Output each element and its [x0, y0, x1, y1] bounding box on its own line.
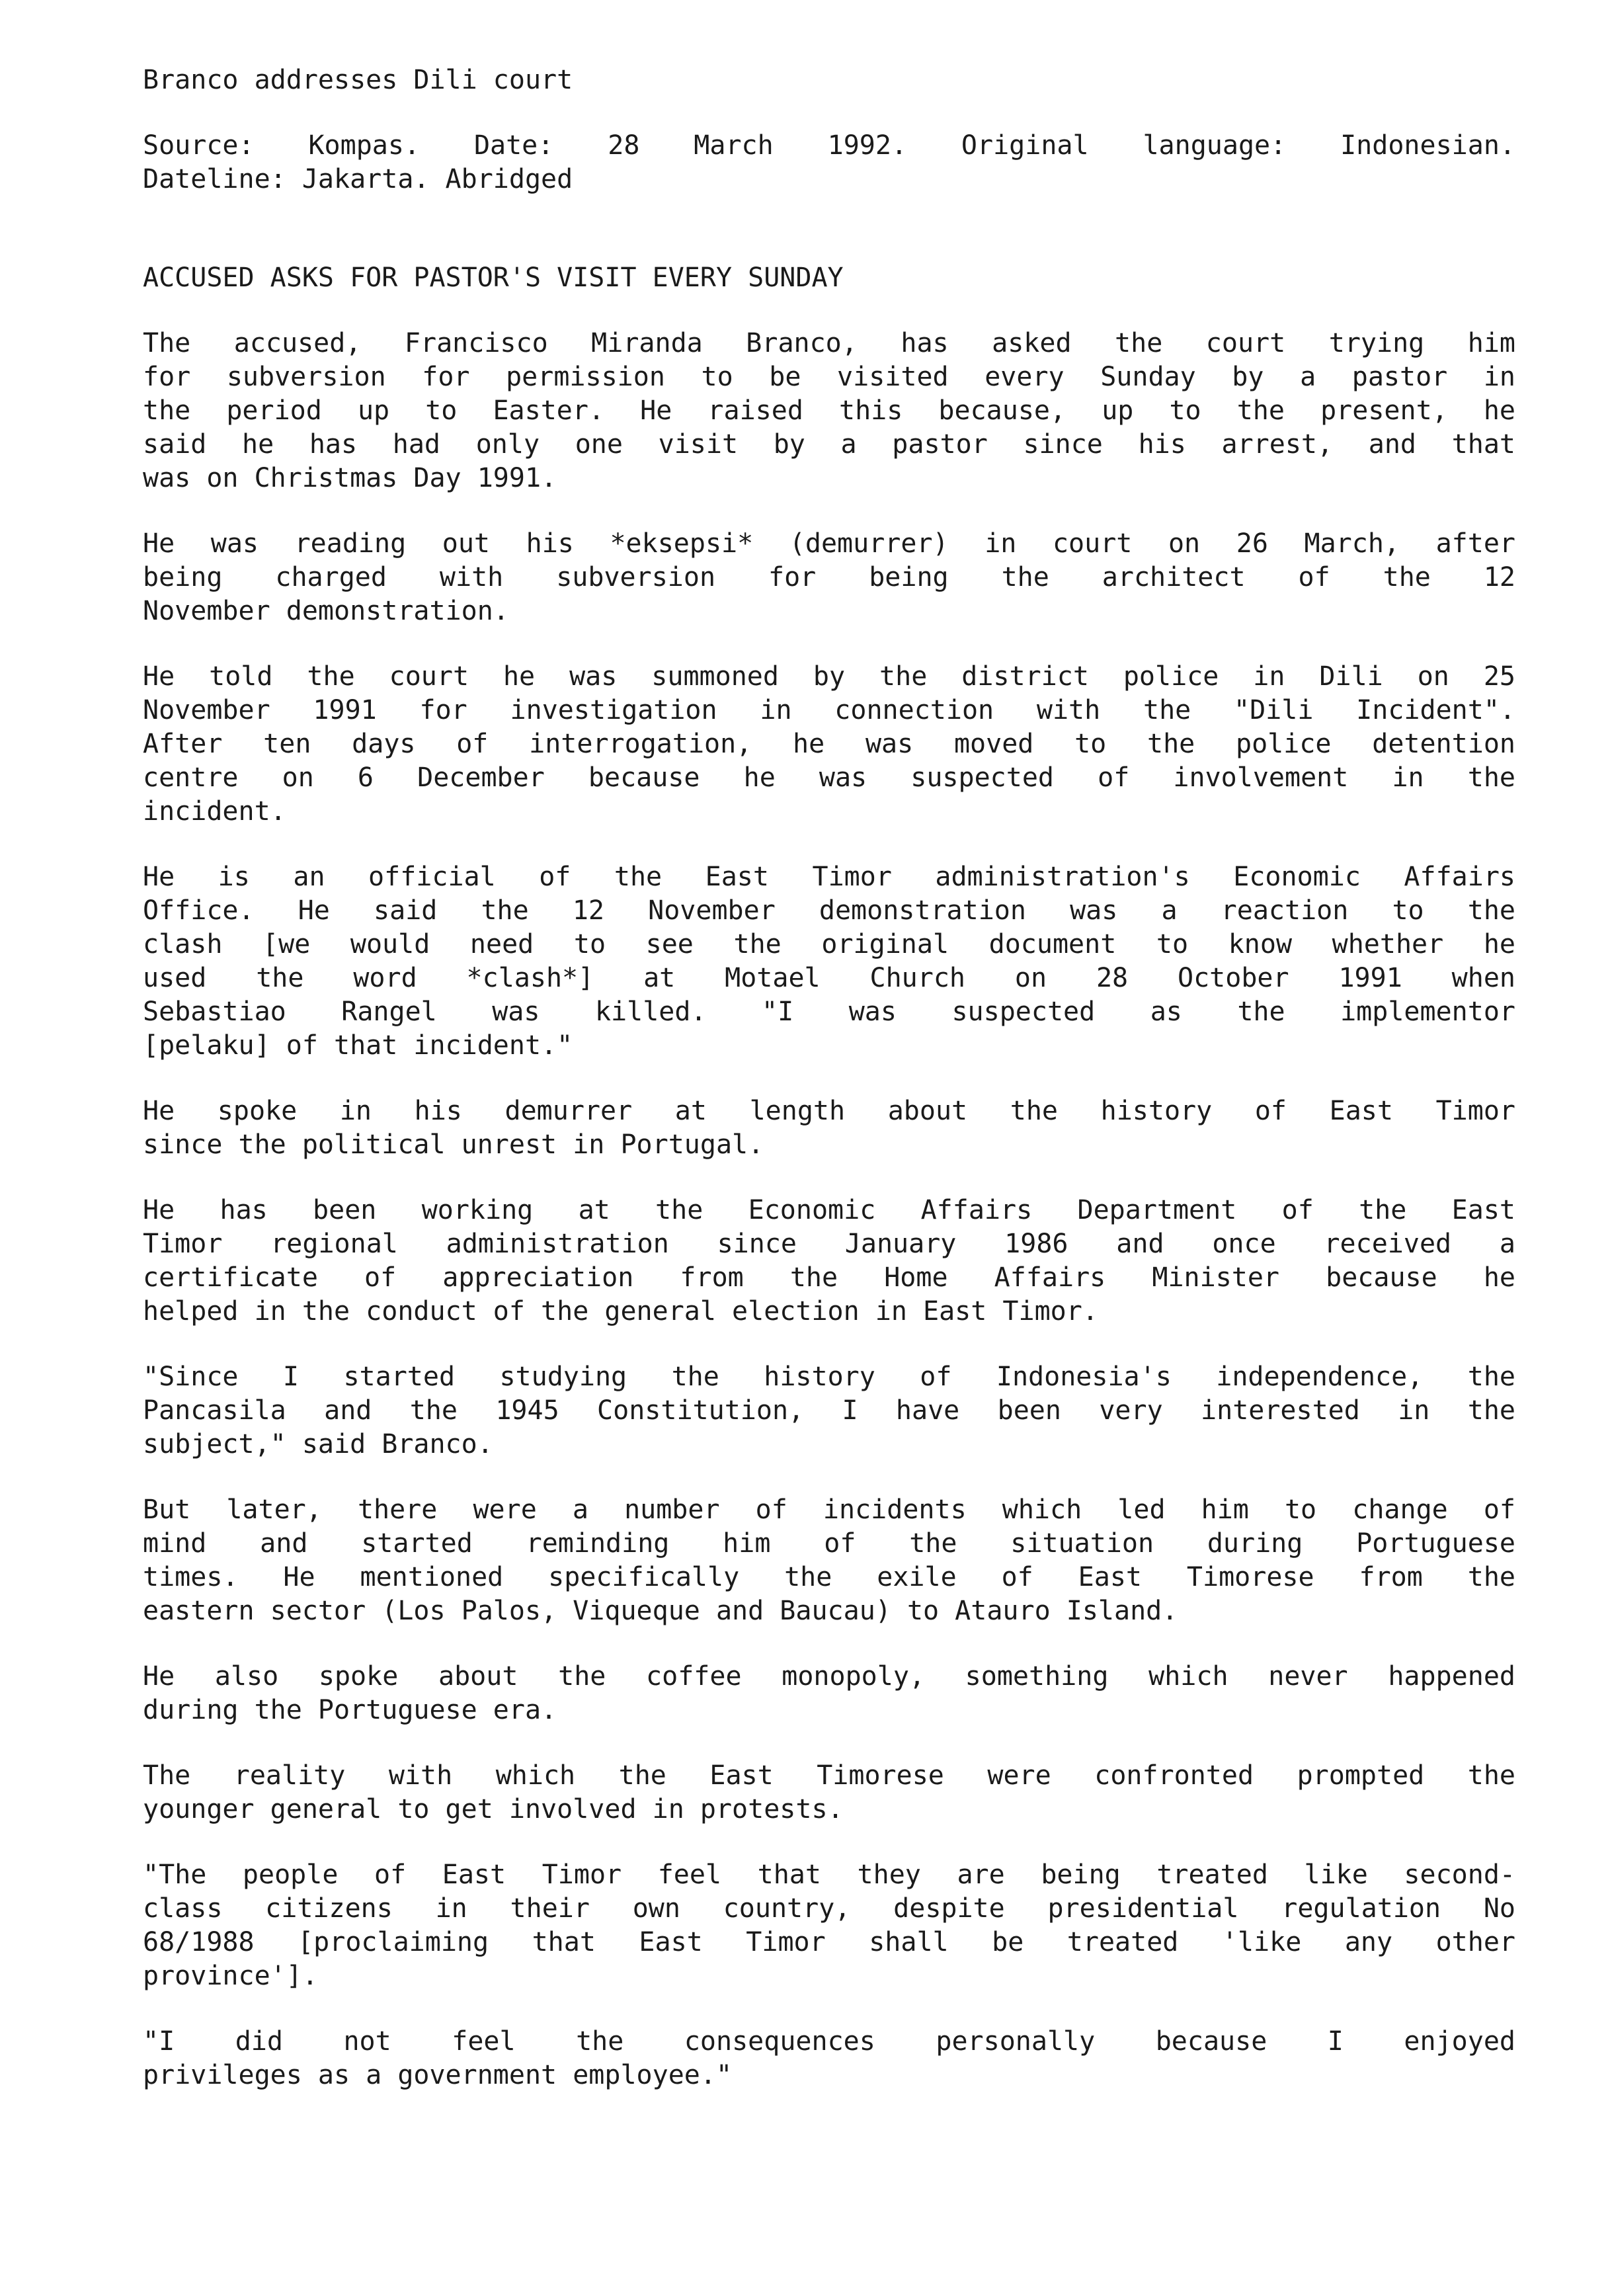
paragraph-line: After ten days of interrogation, he was moved to the police detention [143, 729, 1515, 759]
paragraph [143, 1094, 1515, 1162]
paragraph-line: Pancasila and the 1945 Constitution, I have been very interested in the [143, 1395, 1515, 1426]
paragraph-line: incident. [143, 796, 286, 827]
paragraph-line: November 1991 for investigation in connection with the "Dili Incident". [143, 695, 1515, 725]
paragraph-line: younger general to get involved in protests. [143, 1794, 844, 1824]
paragraph-line: helped in the conduct of the general election in East Timor. [143, 1296, 1098, 1327]
paragraph [143, 1858, 1515, 1993]
paragraph-line: He spoke in his demurrer at length about the history of East Timor [143, 1096, 1515, 1126]
paragraph [143, 1194, 1515, 1329]
paragraph-line: The accused, Francisco Miranda Branco, has asked the court trying him [143, 328, 1515, 358]
paragraph-line: times. He mentioned specifically the exile of East Timorese from the [143, 1562, 1515, 1592]
document-title: Branco addresses Dili court [143, 65, 573, 95]
article-headline: ACCUSED ASKS FOR PASTOR'S VISIT EVERY SUNDAY [143, 263, 844, 293]
paragraph-line: He told the court he was summoned by the district police in Dili on 25 [143, 661, 1515, 692]
paragraph [143, 1360, 1515, 1461]
paragraph-line: The reality with which the East Timorese were confronted prompted the [143, 1760, 1515, 1791]
paragraph-line: "Since I started studying the history of Indonesia's independence, the [143, 1362, 1515, 1392]
paragraph-line: certificate of appreciation from the Home Affairs Minister because he [143, 1262, 1515, 1293]
paragraph-line: He is an official of the East Timor administration's Economic Affairs [143, 862, 1515, 892]
paragraph-line: subject," said Branco. [143, 1429, 493, 1459]
paragraph-line: the period up to Easter. He raised this because, up to the present, he [143, 395, 1515, 426]
paragraph-line: province']. [143, 1961, 318, 1991]
paragraph-line: November demonstration. [143, 596, 509, 626]
paragraph-line: "The people of East Timor feel that they are being treated like second- [143, 1860, 1515, 1890]
paragraph-line: He also spoke about the coffee monopoly, something which never happened [143, 1661, 1515, 1692]
paragraph [143, 327, 1515, 495]
paragraph-line: since the political unrest in Portugal. [143, 1129, 764, 1160]
source-line: Dateline: Jakarta. Abridged [143, 164, 573, 194]
paragraph [143, 1493, 1515, 1628]
paragraph-line: mind and started reminding him of the situation during Portuguese [143, 1528, 1515, 1559]
source-line: Source: Kompas. Date: 28 March 1992. Original language: Indonesian. [143, 130, 1515, 161]
paragraph-line: was on Christmas Day 1991. [143, 463, 557, 493]
document-body [143, 63, 1515, 2124]
paragraph-line: Office. He said the 12 November demonstration was a reaction to the [143, 895, 1515, 926]
paragraph-line: Sebastiao Rangel was killed. "I was suspected as the implementor [143, 997, 1515, 1027]
paragraph-line: during the Portuguese era. [143, 1695, 557, 1725]
paragraph [143, 1759, 1515, 1826]
paragraph-line: centre on 6 December because he was suspected of involvement in the [143, 762, 1515, 793]
paragraph-line: [pelaku] of that incident." [143, 1030, 573, 1061]
paragraph-line: Timor regional administration since January 1986 and once received a [143, 1229, 1515, 1259]
paragraph-line: eastern sector (Los Palos, Viqueque and Baucau) to Atauro Island. [143, 1596, 1178, 1626]
paragraph-line: said he has had only one visit by a pastor since his arrest, and that [143, 429, 1515, 460]
paragraph-line: clash [we would need to see the original document to know whether he [143, 929, 1515, 960]
paragraph-line: He was reading out his *eksepsi* (demurrer) in court on 26 March, after [143, 528, 1515, 559]
paragraph [143, 2025, 1515, 2092]
paragraph-line: for subversion for permission to be visited every Sunday by a pastor in [143, 362, 1515, 392]
paragraph-line: class citizens in their own country, despite presidential regulation No [143, 1893, 1515, 1924]
paragraph-line: privileges as a government employee." [143, 2060, 733, 2090]
paragraph-line: But later, there were a number of incidents which led him to change of [143, 1495, 1515, 1525]
paragraph [143, 660, 1515, 829]
paragraph-line: being charged with subversion for being the architect of the 12 [143, 562, 1515, 593]
paragraph-line: "I did not feel the consequences personally because I enjoyed [143, 2026, 1515, 2057]
source-info [143, 129, 1515, 196]
paragraph-line: 68/1988 [proclaiming that East Timor shall be treated 'like any other [143, 1927, 1515, 1957]
paragraph [143, 860, 1515, 1063]
paragraph [143, 527, 1515, 628]
paragraph-line: used the word *clash*] at Motael Church on 28 October 1991 when [143, 963, 1515, 993]
paragraph [143, 1660, 1515, 1727]
paragraph-line: He has been working at the Economic Affairs Department of the East [143, 1195, 1515, 1225]
